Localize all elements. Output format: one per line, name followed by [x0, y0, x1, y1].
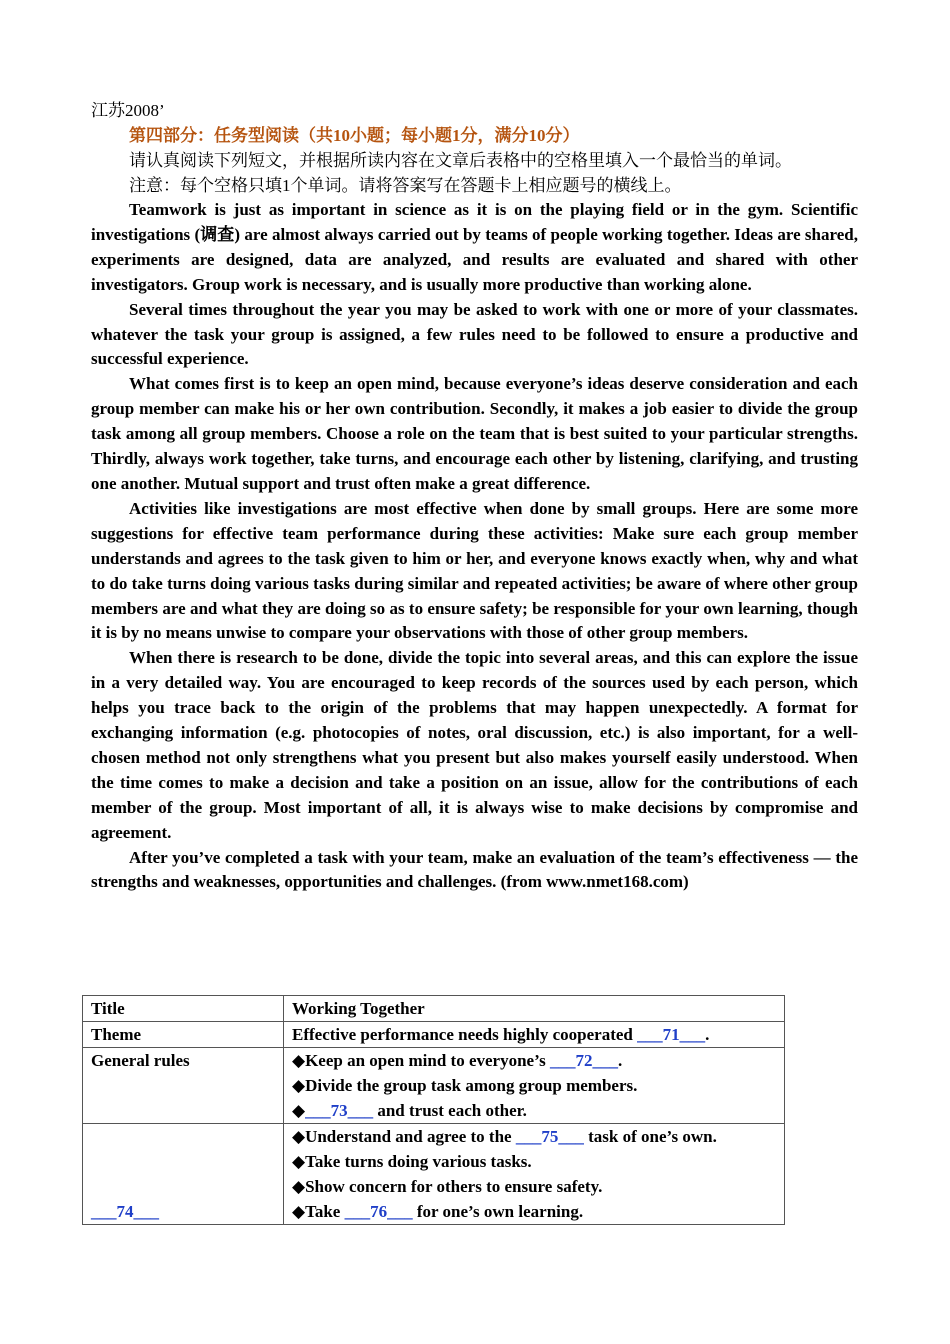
document-page	[91, 98, 858, 895]
rule-1	[292, 1048, 776, 1073]
suggestion-4	[292, 1199, 776, 1224]
blank-74[interactable]: ___74___	[91, 1202, 159, 1221]
table-row	[83, 996, 785, 1022]
task-table	[82, 995, 785, 1225]
rule-2: ◆Divide the group task among group members.	[292, 1076, 638, 1095]
sugg-4-post: for one’s own learning.	[412, 1202, 584, 1221]
suggestion-1	[292, 1124, 776, 1149]
suggestion-3: ◆Show concern for others to ensure safety.	[292, 1177, 603, 1196]
paragraph-2: Several times throughout the year you may be asked to work with one or more of your classmates. whatever the task your group is assigned, a few rules need to be followed to ensure a productive and successful experience.	[91, 299, 858, 369]
rule-3-post: and trust each other.	[373, 1101, 527, 1120]
section-heading: 第四部分：任务型阅读（共10小题；每小题1分，满分10分）	[129, 126, 580, 145]
sugg-1-post: task of one’s own.	[583, 1127, 717, 1146]
instruction-2: 注意：每个空格只填1个单词。请将答案写在答题卡上相应题号的横线上。	[129, 176, 682, 195]
table-row	[83, 1022, 785, 1048]
theme-end: .	[705, 1025, 710, 1044]
table-row	[83, 1048, 785, 1124]
theme-label: Theme	[83, 1022, 284, 1048]
theme-cell	[284, 1022, 785, 1048]
rule-1-pre: ◆Keep an open mind to everyone’s	[292, 1051, 550, 1070]
rule-3	[292, 1098, 776, 1123]
paragraph-6: After you’ve completed a task with your team, make an evaluation of the team’s effectiveness — the strengths and weaknesses, opportunities and challenges. (from www.nmet168.com)	[91, 847, 858, 892]
paragraph-5: When there is research to be done, divide the topic into several areas, and this can explore the issue in a very detailed way. You are encouraged to keep records of the sources used by each person, which helps you trace back to the origin of the problems that may happen unexpectedly. A format for exchanging information (e.g. photocopies of notes, oral discussion, etc.) is also important, for a well-chosen method not only strengthens what you present but also makes yourself easily understood. When the time comes to make a decision and take a position on an issue, allow for the contributions of each member of the group. Most important of all, it is always wise to make decisions by compromise and agreement.	[91, 648, 858, 842]
blank-73[interactable]: ___73___	[305, 1101, 374, 1120]
sugg-4-pre: ◆Take	[292, 1202, 345, 1221]
blank-72[interactable]: ___72___	[550, 1051, 618, 1070]
source-label: 江苏2008’	[91, 101, 165, 120]
suggestion-2: ◆Take turns doing various tasks.	[292, 1152, 532, 1171]
paragraph-1: Teamwork is just as important in science as it is on the playing field or in the gym. Scientific investigations (调查) are almost always carried out by teams of people working together. Ideas are shared, experiments are designed, data are analyzed, and results are evaluated and shared with other investigators. Group work is necessary, and is usually more productive than working alone.	[91, 200, 858, 294]
title-label: Title	[83, 996, 284, 1022]
row4-label	[83, 1124, 284, 1225]
sugg-1-pre: ◆Understand and agree to the	[292, 1127, 516, 1146]
table-row	[83, 1124, 785, 1225]
paragraph-4: Activities like investigations are most effective when done by small groups. Here are some more suggestions for effective team performance during these activities: Make sure each group member understands and agrees to the task given to him or her, and everyone knows exactly when, why and what to do take turns doing various tasks during similar and repeated activities; be aware of where other group members are and what they are doing so as to ensure safety; be responsible for your own learning, though it is by no means unwise to compare your observations with those of other group members.	[91, 498, 858, 643]
blank-71[interactable]: ___71___	[637, 1025, 706, 1044]
rules-cell	[284, 1048, 785, 1124]
rules-label: General rules	[83, 1048, 284, 1124]
rule-1-post: .	[618, 1051, 623, 1070]
rule-3-pre: ◆	[292, 1101, 306, 1120]
blank-75[interactable]: ___75___	[515, 1127, 584, 1146]
theme-text: Effective performance needs highly cooperated	[292, 1025, 638, 1044]
instruction-1: 请认真阅读下列短文，并根据所读内容在文章后表格中的空格里填入一个最恰当的单词。	[129, 151, 792, 170]
suggestions-cell	[284, 1124, 785, 1225]
blank-76[interactable]: ___76___	[344, 1202, 413, 1221]
paragraph-3: What comes first is to keep an open mind, because everyone’s ideas deserve consideration and each group member can make his or her own contribution. Secondly, it makes a job easier to divide the group task among all group members. Choose a role on the team that is best suited to your particular strengths. Thirdly, always work together, take turns, and encourage each other by listening, clarifying, and trusting one another. Mutual support and trust often make a great difference.	[91, 374, 858, 493]
title-value: Working Together	[284, 996, 785, 1022]
